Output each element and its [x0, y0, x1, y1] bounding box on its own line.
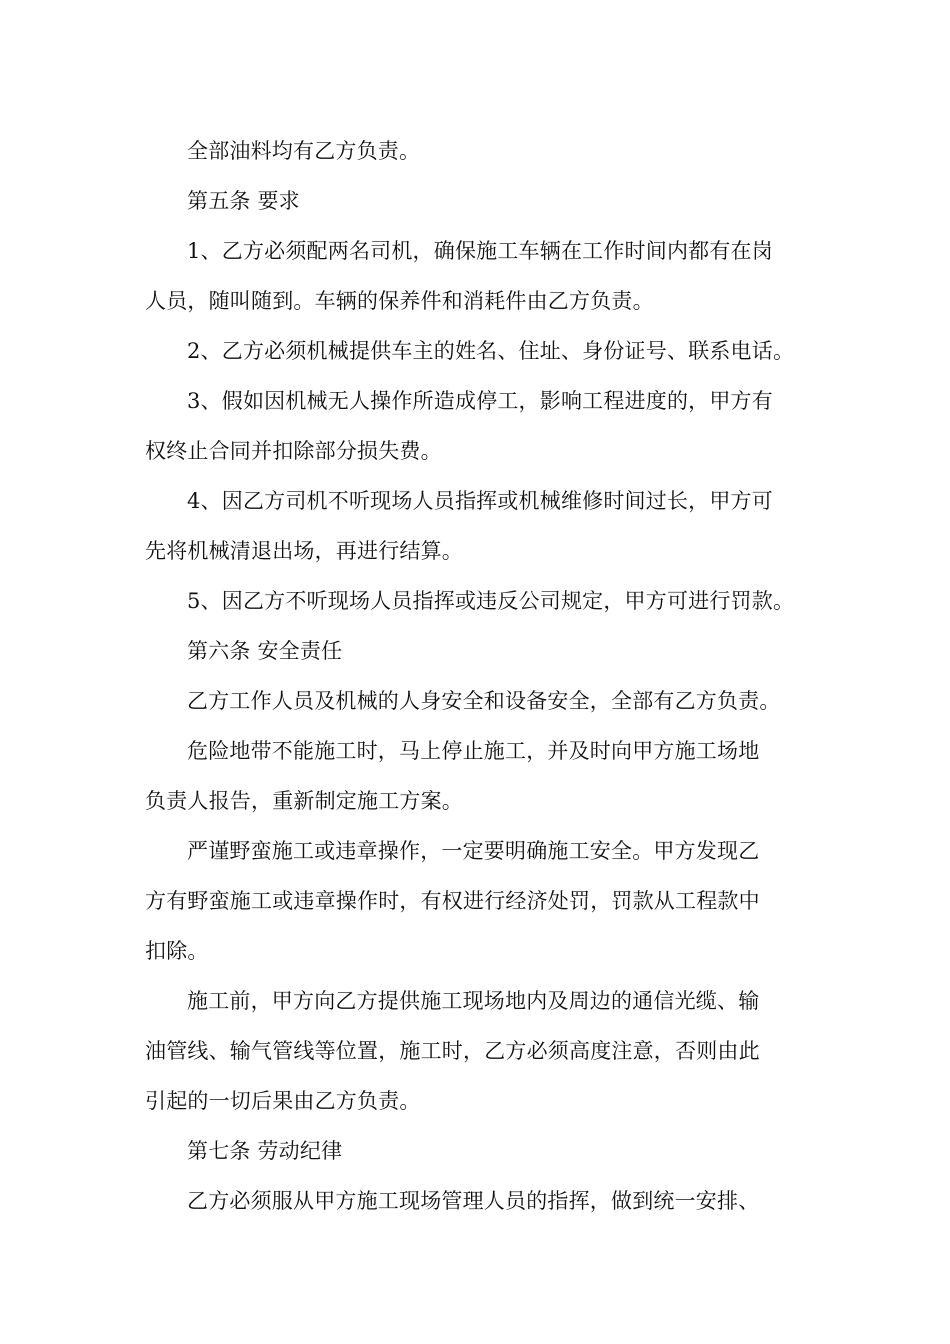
text-line: 3、假如因机械无人操作所造成停工，影响工程进度的，甲方有	[187, 389, 773, 413]
text-line: 引起的一切后果由乙方负责。	[145, 1089, 421, 1113]
text-line: 乙方工作人员及机械的人身安全和设备安全，全部有乙方负责。	[187, 689, 781, 713]
text-line: 施工前，甲方向乙方提供施工现场地内及周边的通信光缆、输	[187, 989, 760, 1013]
text-line: 乙方必须服从甲方施工现场管理人员的指挥，做到统一安排、	[187, 1189, 760, 1213]
text-line: 负责人报告，重新制定施工方案。	[145, 789, 463, 813]
text-line: 5、因乙方不听现场人员指挥或违反公司规定，甲方可进行罚款。	[187, 589, 795, 613]
text-line: 全部油料均有乙方负责。	[187, 139, 421, 163]
text-line: 方有野蛮施工或违章操作时，有权进行经济处罚，罚款从工程款中	[145, 889, 760, 913]
text-line: 扣除。	[145, 939, 209, 963]
text-line: 权终止合同并扣除部分损失费。	[145, 439, 442, 463]
section-heading-5: 第五条 要求	[187, 189, 300, 213]
section-heading-7: 第七条 劳动纪律	[187, 1139, 343, 1163]
text-line: 先将机械清退出场，再进行结算。	[145, 539, 463, 563]
document-body	[145, 126, 815, 1226]
text-line: 严谨野蛮施工或违章操作，一定要明确施工安全。甲方发现乙	[187, 839, 760, 863]
text-line: 油管线、输气管线等位置，施工时，乙方必须高度注意，否则由此	[145, 1039, 760, 1063]
text-line: 危险地带不能施工时，马上停止施工，并及时向甲方施工场地	[187, 739, 760, 763]
text-line: 1、乙方必须配两名司机，确保施工车辆在工作时间内都有在岗	[187, 239, 773, 263]
section-heading-6: 第六条 安全责任	[187, 639, 343, 663]
text-line: 2、乙方必须机械提供车主的姓名、住址、身份证号、联系电话。	[187, 339, 795, 363]
text-line: 4、因乙方司机不听现场人员指挥或机械维修时间过长，甲方可	[187, 489, 773, 513]
text-line: 人员，随叫随到。车辆的保养件和消耗件由乙方负责。	[145, 289, 654, 313]
